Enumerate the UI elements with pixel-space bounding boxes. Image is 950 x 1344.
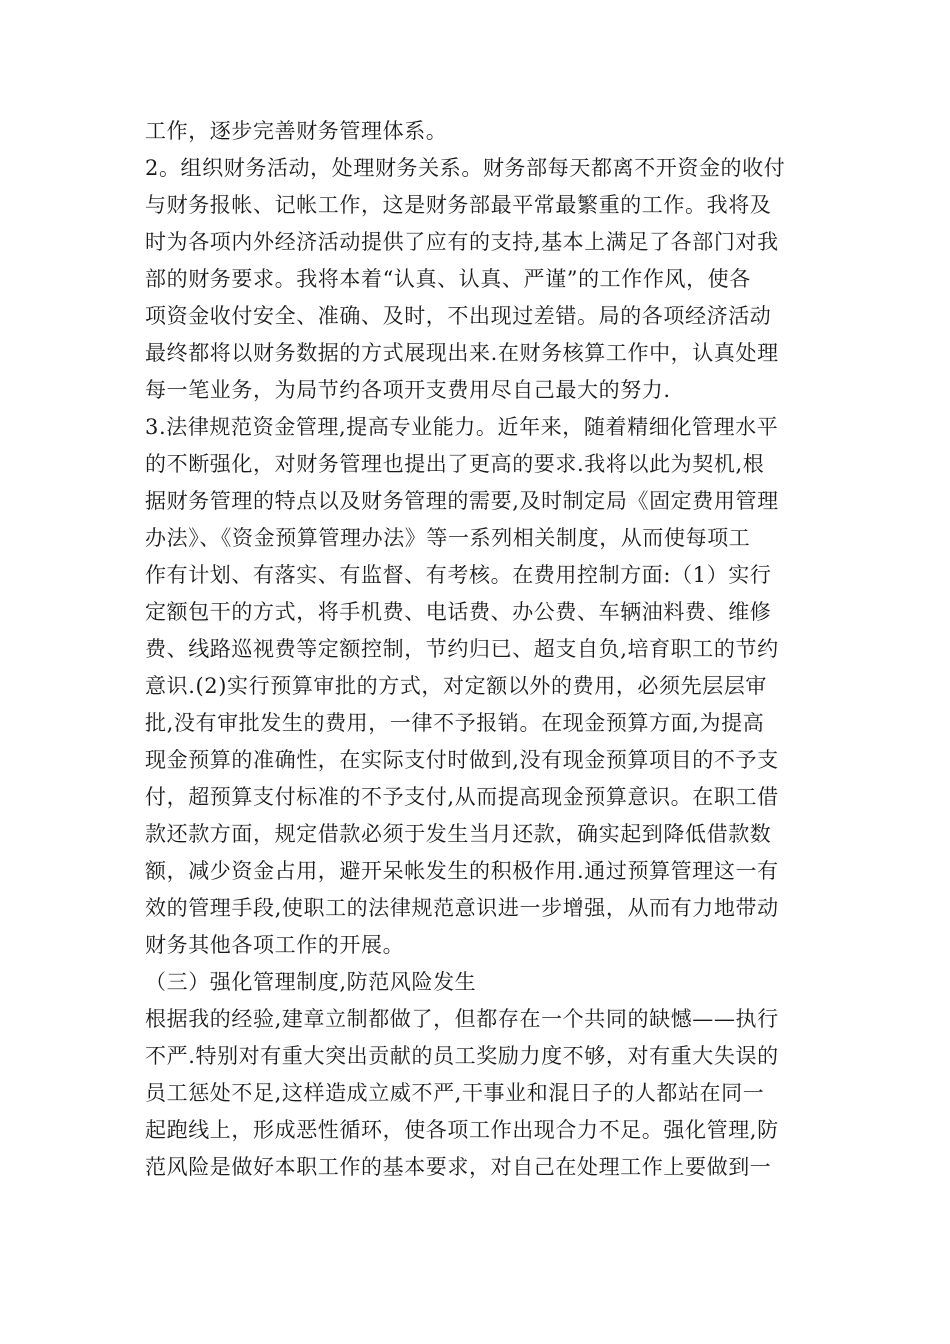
document-body bbox=[145, 113, 817, 1186]
text-line-10: 的不断强化，对财务管理也提出了更高的要求.我将以此为契机,根 bbox=[145, 452, 765, 476]
text-line-22: 效的管理手段,使职工的法律规范意识进一步增强，从而有力地带动 bbox=[145, 896, 779, 920]
text-line-28: 起跑线上，形成恶性循环，使各项工作出现合力不足。强化管理,防 bbox=[145, 1118, 779, 1142]
text-line-27: 员工惩处不足,这样造成立威不严,干事业和混日子的人都站在同一 bbox=[145, 1081, 765, 1105]
text-line-17: 批,没有审批发生的费用，一律不予报销。在现金预算方面,为提高 bbox=[145, 711, 765, 735]
text-line-2: 2。组织财务活动，处理财务关系。财务部每天都离不开资金的收付 bbox=[145, 156, 786, 180]
text-line-6: 项资金收付安全、准确、及时，不出现过差错。局的各项经济活动 bbox=[145, 304, 772, 328]
text-line-20: 款还款方面，规定借款必须于发生当月还款，确实起到降低借款数 bbox=[145, 822, 772, 846]
text-line-12: 办法》、《资金预算管理办法》等一系列相关制度，从而使每项工 bbox=[145, 526, 751, 550]
text-line-15: 费、线路巡视费等定额控制，节约归已、超支自负,培育职工的节约 bbox=[145, 637, 779, 661]
text-line-25: 根据我的经验,建章立制都做了，但都存在一个共同的缺憾——执行 bbox=[145, 1007, 779, 1031]
text-line-1: 工作，逐步完善财务管理体系。 bbox=[145, 119, 448, 143]
text-line-9: 3.法律规范资金管理,提高专业能力。近年来，随着精细化管理水平 bbox=[145, 415, 779, 439]
text-line-11: 据财务管理的特点以及财务管理的需要,及时制定局《固定费用管理 bbox=[145, 489, 779, 513]
text-line-5: 部的财务要求。我将本着“认真、认真、严谨”的工作作风，使各 bbox=[145, 267, 751, 291]
text-line-14: 定额包干的方式，将手机费、电话费、办公费、车辆油料费、维修 bbox=[145, 600, 772, 624]
text-line-19: 付，超预算支付标准的不予支付,从而提高现金预算意识。在职工借 bbox=[145, 785, 779, 809]
text-line-16: 意识.(2)实行预算审批的方式，对定额以外的费用，必须先层层审 bbox=[145, 674, 768, 698]
text-line-21: 额，减少资金占用，避开呆帐发生的积极作用.通过预算管理这一有 bbox=[145, 859, 779, 883]
text-line-4: 时为各项内外经济活动提供了应有的支持,基本上满足了各部门对我 bbox=[145, 230, 779, 254]
text-line-3: 与财务报帐、记帐工作，这是财务部最平常最繁重的工作。我将及 bbox=[145, 193, 772, 217]
text-line-26: 不严.特别对有重大突出贡献的员工奖励力度不够，对有重大失误的 bbox=[145, 1044, 779, 1068]
text-line-29: 范风险是做好本职工作的基本要求，对自己在处理工作上要做到一 bbox=[145, 1155, 772, 1179]
section-heading: （三）强化管理制度,防范风险发生 bbox=[145, 970, 477, 994]
text-line-13: 作有计划、有落实、有监督、有考核。在费用控制方面:（1）实行 bbox=[145, 563, 772, 587]
text-line-18: 现金预算的准确性，在实际支付时做到,没有现金预算项目的不予支 bbox=[145, 748, 779, 772]
text-line-8: 每一笔业务，为局节约各项开支费用尽自己最大的努力. bbox=[145, 378, 671, 402]
text-line-23: 财务其他各项工作的开展。 bbox=[145, 933, 405, 957]
text-line-7: 最终都将以财务数据的方式展现出来.在财务核算工作中，认真处理 bbox=[145, 341, 779, 365]
